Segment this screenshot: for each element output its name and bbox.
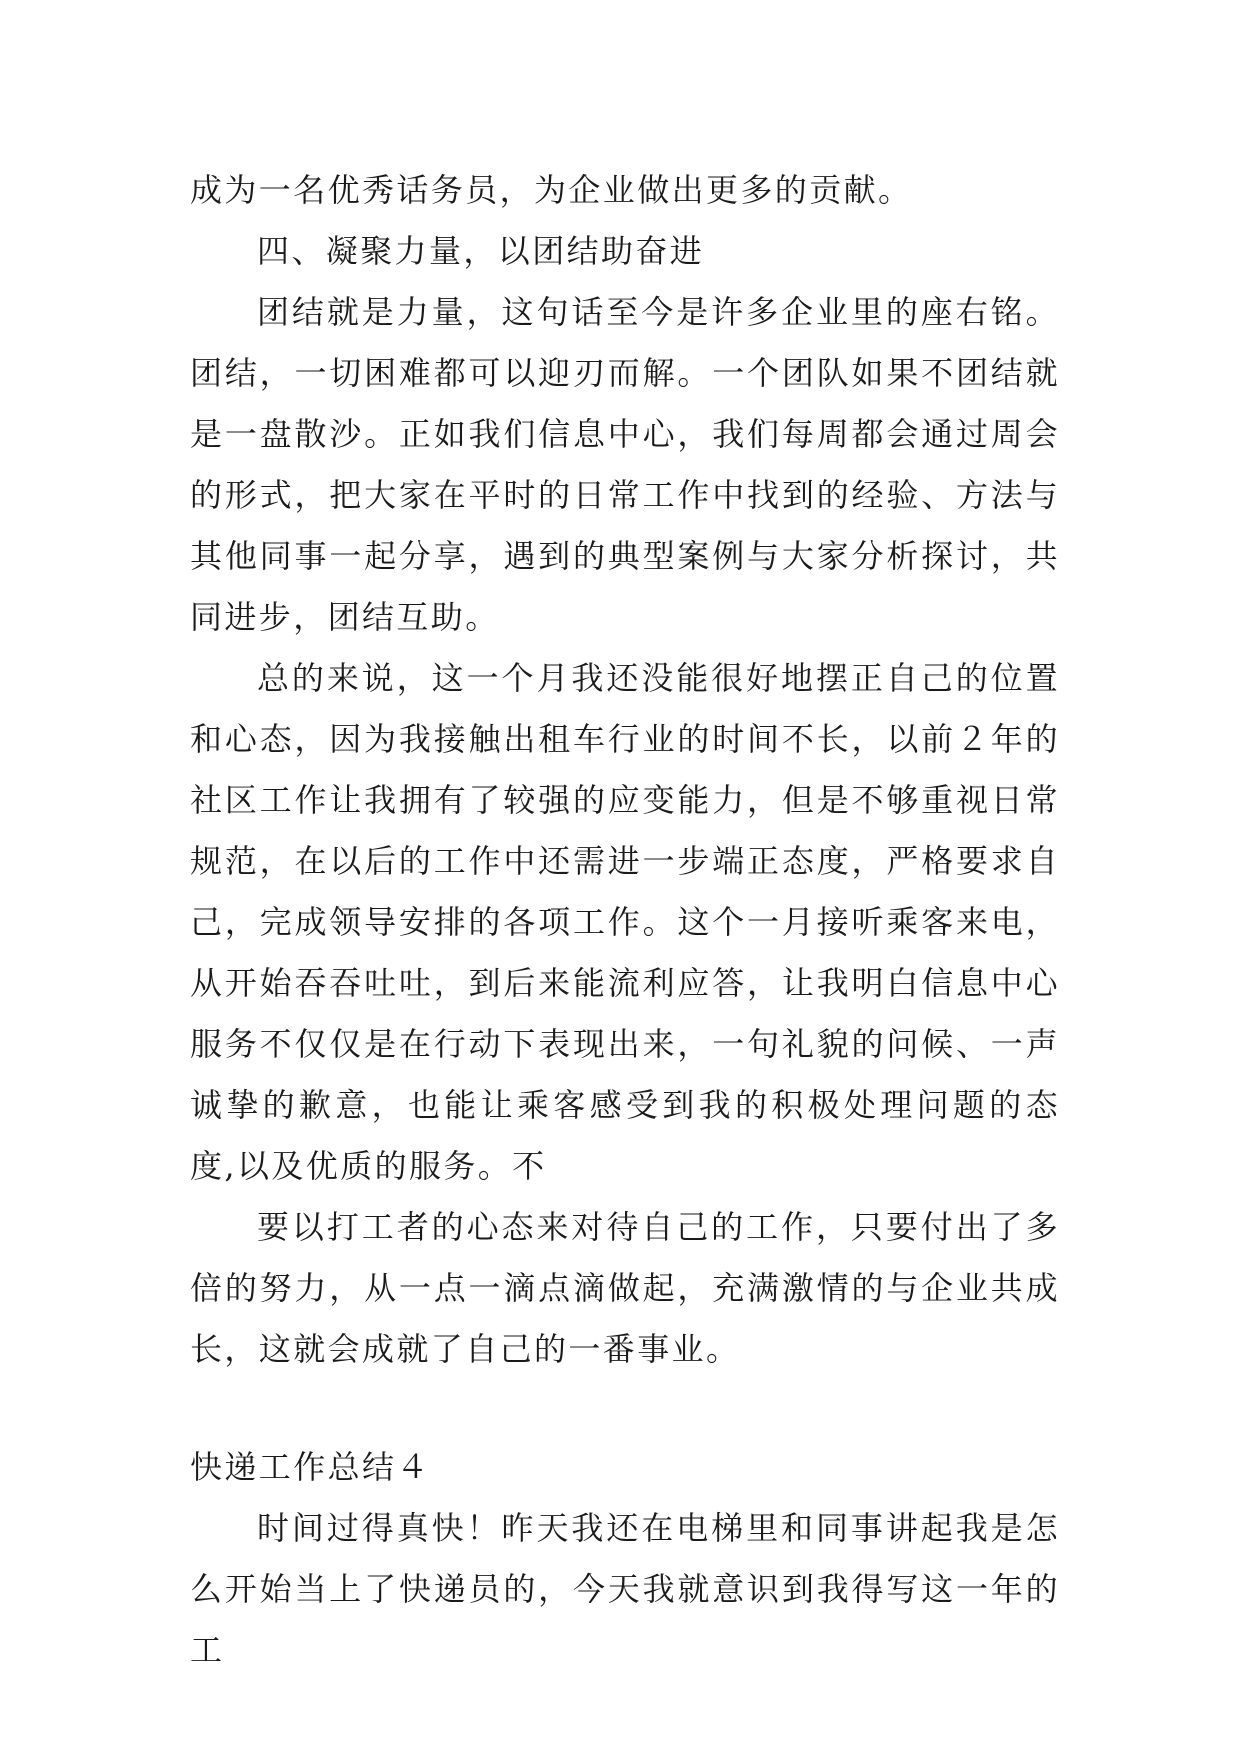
paragraph-unity: 团结就是力量，这句话至今是许多企业里的座右铭。团结，一切困难都可以迎刃而解。一个团队如果不团结就是一盘散沙。正如我们信息中心，我们每周都会通过周会的形式，把大家在平时的日常工作中找到的经验、方法与其他同事一起分享，遇到的典型案例与大家分析探讨，共同进步，团结互助。 [190, 293, 1060, 636]
paragraph-intro: 时间过得真快！昨天我还在电梯里和同事讲起我是怎么开始当上了快递员的，今天我就意识到我得写这一年的工 [190, 1509, 1060, 1669]
section-heading-four: 四、凝聚力量，以团结助奋进 [257, 232, 705, 270]
article-title: 快递工作总结４ [190, 1448, 431, 1486]
section-gap [190, 1380, 1060, 1437]
paragraph-mindset: 要以打工者的心态来对待自己的工作，只要付出了多倍的努力，从一点一滴点滴做起，充满激情的与企业共成长，这就会成就了自己的一番事业。 [190, 1208, 1060, 1368]
paragraph-summary: 总的来说，这一个月我还没能很好地摆正自己的位置和心态，因为我接触出租车行业的时间不长，以前２年的社区工作让我拥有了较强的应变能力，但是不够重视日常规范，在以后的工作中还需进一步端正态度，严格要求自己，完成领导安排的各项工作。这个一月接听乘客来电，从开始吞吞吐吐，到后来能流利应答，让我明白信息中心服务不仅仅是在行动下表现出来，一句礼貌的问候、一声诚挚的歉意，也能让乘客感受到我的积极处理问题的态度,以及优质的服务。不 [190, 659, 1060, 1185]
paragraph-continuation: 成为一名优秀话务员，为企业做出更多的贡献。 [190, 171, 913, 209]
document-body [190, 160, 1060, 1681]
